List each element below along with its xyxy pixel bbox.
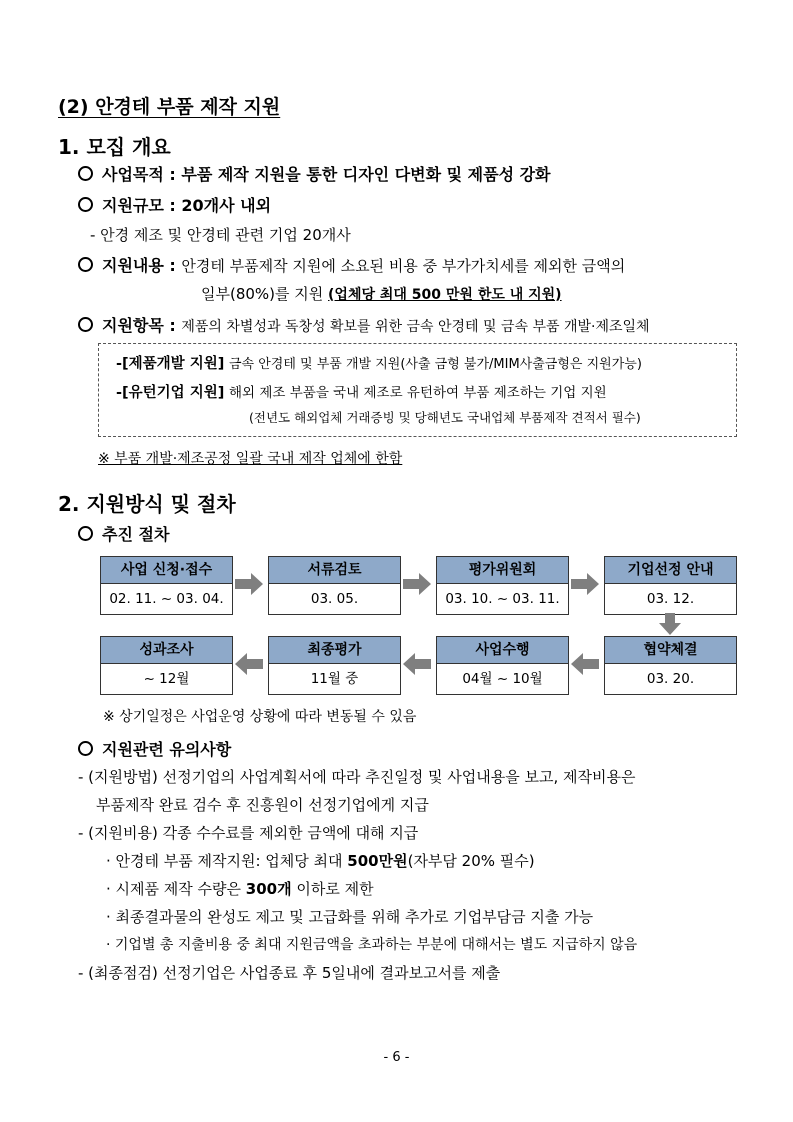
step-execution — [436, 636, 569, 695]
step-date: ~ 12월 — [143, 671, 190, 687]
step-name: 기업선정 안내 — [605, 557, 736, 584]
step-name: 최종평가 — [269, 637, 400, 664]
note-cost-a-post: (자부담 20% 필수) — [407, 852, 535, 870]
box-row1-text: 금속 안경테 및 부품 개발 지원(사출 금형 불가/MIM사출금형은 지원가능) — [228, 357, 642, 372]
circle-bullet-icon — [78, 741, 93, 756]
box-row3: (전년도 해외업체 거래증빙 및 당해년도 국내업체 부품제작 견적서 필수) — [249, 410, 641, 425]
arrow-left-icon — [403, 653, 433, 675]
box-row1 — [116, 352, 642, 373]
content-line — [78, 253, 625, 276]
circle-bullet-icon — [78, 317, 93, 332]
arrow-left-icon — [235, 653, 265, 675]
step-name: 평가위원회 — [437, 557, 568, 584]
page-title: (2) 안경테 부품 제작 지원 — [58, 96, 281, 118]
step-date: 03. 05. — [310, 591, 359, 607]
note-cost-b-pre: · 시제품 제작 수량은 — [106, 880, 246, 898]
content-limit: (업체당 최대 500 만원 한도 내 지원) — [328, 287, 562, 303]
step-name: 사업수행 — [437, 637, 568, 664]
schedule-note: ※ 상기일정은 사업운영 상황에 따라 변동될 수 있음 — [103, 709, 417, 725]
arrow-right-icon — [403, 573, 433, 595]
step-name: 협약체결 — [605, 637, 736, 664]
items-label: 지원항목 — [102, 316, 164, 335]
content-line2 — [201, 283, 562, 304]
note-method-line1: - (지원방법) 선정기업의 사업계획서에 따라 추진일정 및 사업내용을 보고, 제작비용은 — [78, 768, 636, 786]
content-line2-text: 일부(80%)를 지원 — [201, 285, 329, 303]
note-cost-b — [106, 878, 374, 899]
scale-sub: - 안경 제조 및 안경테 관련 기업 20개사 — [90, 226, 351, 244]
purpose-label: 사업목적 — [102, 165, 164, 184]
items-sep: : — [163, 316, 182, 335]
items-text: 제품의 차별성과 독창성 확보를 위한 금속 안경테 및 금속 부품 개발·제조일체 — [181, 319, 650, 335]
content-line1: 안경테 부품제작 지원에 소요된 비용 중 부가가치세를 제외한 금액의 — [181, 257, 626, 275]
scale-label: 지원규모 — [102, 196, 164, 215]
step-application — [100, 556, 233, 615]
note-cost-a-pre: · 안경테 부품 제작지원: 업체당 최대 — [106, 852, 348, 870]
step-date: 02. 11. ~ 03. 04. — [109, 591, 224, 607]
page-number: - 6 - — [383, 1050, 410, 1065]
step-date: 03. 10. ~ 03. 11. — [445, 591, 560, 607]
step-date: 11월 중 — [310, 671, 359, 687]
circle-bullet-icon — [78, 166, 93, 181]
box-row2-label: -[유턴기업 지원] — [116, 385, 225, 401]
section1-note: ※ 부품 개발·제조공정 일괄 국내 제작 업체에 한함 — [98, 451, 403, 467]
step-selection-notice — [604, 556, 737, 615]
scale-text: : 20개사 내외 — [163, 196, 272, 215]
step-performance-survey — [100, 636, 233, 695]
notes-title: 지원관련 유의사항 — [102, 740, 232, 759]
circle-bullet-icon — [78, 257, 93, 272]
arrow-right-icon — [571, 573, 601, 595]
step-name: 사업 신청·접수 — [101, 557, 232, 584]
process-title-line — [78, 522, 169, 545]
scale-line — [78, 193, 271, 216]
step-document-review — [268, 556, 401, 615]
arrow-right-icon — [235, 573, 265, 595]
step-date: 04월 ~ 10월 — [462, 671, 543, 687]
purpose-text: : 부품 제작 지원을 통한 디자인 다변화 및 제품성 강화 — [163, 165, 551, 184]
note-cost-b-post: 이하로 제한 — [291, 880, 374, 898]
note-method-line2: 부품제작 완료 검수 후 진흥원이 선정기업에게 지급 — [96, 796, 429, 814]
notes-title-line — [78, 737, 231, 760]
step-evaluation-committee — [436, 556, 569, 615]
section1-heading: 1. 모집 개요 — [58, 135, 171, 159]
step-name: 서류검토 — [269, 557, 400, 584]
note-cost-a-bold: 500만원 — [347, 852, 408, 870]
box-row2-text: 해외 제조 부품을 국내 제조로 유턴하여 부품 제조하는 기업 지원 — [228, 385, 607, 401]
note-final-check: - (최종점검) 선정기업은 사업종료 후 5일내에 결과보고서를 제출 — [78, 964, 501, 982]
note-cost-d: · 기업별 총 지출비용 중 최대 지원금액을 초과하는 부분에 대해서는 별도 지급하지 않음 — [106, 937, 638, 953]
step-name: 성과조사 — [101, 637, 232, 664]
arrow-left-icon — [571, 653, 601, 675]
step-agreement — [604, 636, 737, 695]
note-cost-c: · 최종결과물의 완성도 제고 및 고급화를 위해 추가로 기업부담금 지출 가능 — [106, 908, 594, 926]
content-label: 지원내용 — [102, 256, 164, 275]
step-final-evaluation — [268, 636, 401, 695]
note-cost-b-bold: 300개 — [245, 880, 292, 898]
box-row2 — [116, 381, 607, 402]
step-date: 03. 12. — [646, 591, 695, 607]
note-cost: - (지원비용) 각종 수수료를 제외한 금액에 대해 지급 — [78, 824, 419, 842]
note-cost-a — [106, 850, 535, 871]
purpose-line — [78, 162, 551, 185]
circle-bullet-icon — [78, 526, 93, 541]
items-line — [78, 313, 650, 336]
step-date: 03. 20. — [646, 671, 695, 687]
circle-bullet-icon — [78, 197, 93, 212]
content-sep: : — [163, 256, 182, 275]
arrow-down-icon — [659, 613, 681, 635]
box-row1-label: -[제품개발 지원] — [116, 356, 225, 372]
process-title: 추진 절차 — [102, 525, 170, 544]
section2-heading: 2. 지원방식 및 절차 — [58, 492, 236, 516]
